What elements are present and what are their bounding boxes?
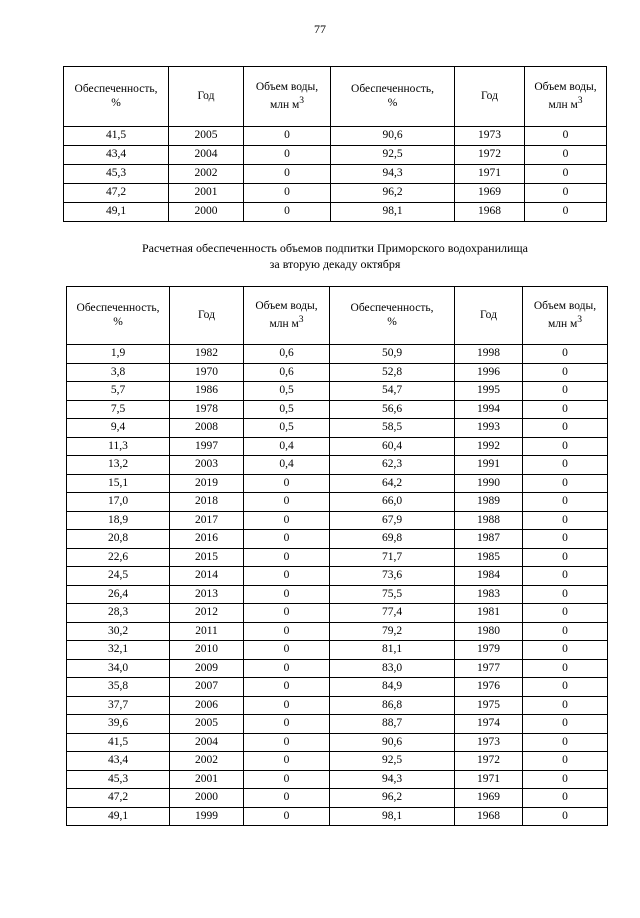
caption-line: за вторую декаду октября	[269, 257, 401, 271]
cell-volume: 0	[523, 419, 608, 438]
cell-volume: 0	[244, 622, 330, 641]
cell-volume: 0	[244, 203, 331, 222]
cell-year: 1986	[170, 382, 244, 401]
header-year: Год	[455, 67, 525, 127]
cell-volume: 0	[244, 696, 330, 715]
cell-supply: 9,4	[67, 419, 170, 438]
table-row	[67, 437, 608, 456]
cell-volume: 0	[244, 184, 331, 203]
header-year: Год	[455, 287, 523, 345]
cell-supply: 90,6	[330, 733, 455, 752]
cell-year: 2018	[170, 493, 244, 512]
cell-supply: 96,2	[331, 184, 455, 203]
cell-supply: 54,7	[330, 382, 455, 401]
cell-supply: 13,2	[67, 456, 170, 475]
cell-volume: 0	[523, 622, 608, 641]
table-row	[67, 696, 608, 715]
cell-year: 2017	[170, 511, 244, 530]
header-volume: Объем воды, млн $м^3$	[244, 287, 330, 345]
cell-volume: 0	[244, 127, 331, 146]
cell-volume: 0	[244, 530, 330, 549]
cell-year: 1979	[455, 641, 523, 660]
cell-volume: 0	[244, 567, 330, 586]
cell-year: 1983	[455, 585, 523, 604]
caption-line: Расчетная обеспеченность объемов подпитки Приморского водохранилища	[141, 241, 528, 255]
cell-supply: 64,2	[330, 474, 455, 493]
cell-volume: 0	[523, 530, 608, 549]
cell-volume: 0	[525, 165, 607, 184]
supply-table-2	[66, 286, 608, 826]
cell-supply: 43,4	[64, 146, 169, 165]
cell-volume: 0,4	[244, 437, 330, 456]
cell-volume: 0	[244, 752, 330, 771]
cell-year: 2016	[170, 530, 244, 549]
cell-volume: 0	[523, 548, 608, 567]
cell-year: 1972	[455, 752, 523, 771]
cell-year: 1971	[455, 770, 523, 789]
cell-year: 2007	[170, 678, 244, 697]
cell-supply: 60,4	[330, 437, 455, 456]
cell-volume: 0,5	[244, 419, 330, 438]
cell-supply: 7,5	[67, 400, 170, 419]
header-supply: Обеспеченность, %	[330, 287, 455, 345]
cell-volume: 0	[244, 770, 330, 789]
cell-volume: 0,6	[244, 363, 330, 382]
cell-year: 2009	[170, 659, 244, 678]
cell-year: 1981	[455, 604, 523, 623]
cell-volume: 0	[523, 456, 608, 475]
cell-volume: 0	[523, 493, 608, 512]
page-number: 77	[314, 22, 326, 36]
table-row	[67, 511, 608, 530]
cell-volume: 0	[525, 184, 607, 203]
cell-supply: 5,7	[67, 382, 170, 401]
cell-year: 2004	[170, 733, 244, 752]
cell-supply: 50,9	[330, 345, 455, 364]
table-row	[67, 530, 608, 549]
cell-supply: 73,6	[330, 567, 455, 586]
cell-supply: 24,5	[67, 567, 170, 586]
cell-volume: 0,6	[244, 345, 330, 364]
cell-volume: 0	[244, 733, 330, 752]
cell-year: 2010	[170, 641, 244, 660]
cell-supply: 47,2	[67, 789, 170, 808]
table-row	[67, 548, 608, 567]
cell-year: 1971	[455, 165, 525, 184]
cell-year: 1999	[170, 807, 244, 826]
cell-volume: 0	[244, 165, 331, 184]
table-row	[67, 474, 608, 493]
cell-year: 1990	[455, 474, 523, 493]
cell-supply: 92,5	[330, 752, 455, 771]
table-row	[67, 604, 608, 623]
cell-volume: 0	[523, 382, 608, 401]
table-row	[64, 165, 607, 184]
cell-year: 1992	[455, 437, 523, 456]
table-row	[67, 715, 608, 734]
cell-year: 1970	[170, 363, 244, 382]
cell-year: 2005	[170, 715, 244, 734]
cell-year: 1991	[455, 456, 523, 475]
table-body	[64, 127, 607, 222]
cell-supply: 71,7	[330, 548, 455, 567]
table-row	[67, 641, 608, 660]
table-row	[64, 203, 607, 222]
cell-supply: 52,8	[330, 363, 455, 382]
cell-year: 1984	[455, 567, 523, 586]
cell-year: 2003	[170, 456, 244, 475]
cell-supply: 20,8	[67, 530, 170, 549]
cell-supply: 39,6	[67, 715, 170, 734]
cell-volume: 0	[525, 203, 607, 222]
cell-year: 1975	[455, 696, 523, 715]
cell-year: 1969	[455, 184, 525, 203]
cell-volume: 0	[523, 604, 608, 623]
cell-year: 1973	[455, 733, 523, 752]
cell-supply: 26,4	[67, 585, 170, 604]
cell-supply: 41,5	[67, 733, 170, 752]
cell-volume: 0	[523, 733, 608, 752]
cell-year: 1997	[170, 437, 244, 456]
cell-year: 2001	[170, 770, 244, 789]
cell-supply: 96,2	[330, 789, 455, 808]
cell-supply: 17,0	[67, 493, 170, 512]
cell-supply: 94,3	[331, 165, 455, 184]
cell-year: 1974	[455, 715, 523, 734]
table-row	[67, 493, 608, 512]
cell-supply: 62,3	[330, 456, 455, 475]
cell-volume: 0	[244, 641, 330, 660]
cell-volume: 0	[244, 678, 330, 697]
cell-supply: 3,8	[67, 363, 170, 382]
cell-year: 1996	[455, 363, 523, 382]
table-row	[67, 789, 608, 808]
cell-year: 1998	[455, 345, 523, 364]
cell-year: 1968	[455, 203, 525, 222]
cell-year: 2013	[170, 585, 244, 604]
cell-supply: 47,2	[64, 184, 169, 203]
cell-year: 2005	[169, 127, 244, 146]
cell-supply: 15,1	[67, 474, 170, 493]
cell-volume: 0	[523, 715, 608, 734]
header-supply: Обеспеченность, %	[331, 67, 455, 127]
cell-volume: 0	[244, 715, 330, 734]
cell-supply: 18,9	[67, 511, 170, 530]
cell-supply: 32,1	[67, 641, 170, 660]
cell-supply: 92,5	[331, 146, 455, 165]
cell-volume: 0	[523, 789, 608, 808]
cell-volume: 0	[523, 641, 608, 660]
cell-volume: 0	[523, 585, 608, 604]
cell-supply: 58,5	[330, 419, 455, 438]
table-row	[67, 400, 608, 419]
cell-volume: 0	[244, 789, 330, 808]
cell-volume: 0	[525, 146, 607, 165]
table-row	[67, 419, 608, 438]
cell-volume: 0	[523, 437, 608, 456]
cell-volume: 0	[244, 807, 330, 826]
table-row	[67, 659, 608, 678]
cell-year: 1978	[170, 400, 244, 419]
cell-volume: 0	[523, 678, 608, 697]
cell-volume: 0	[525, 127, 607, 146]
cell-year: 1985	[455, 548, 523, 567]
table-row	[67, 807, 608, 826]
cell-year: 2004	[169, 146, 244, 165]
cell-year: 1982	[170, 345, 244, 364]
cell-year: 1968	[455, 807, 523, 826]
cell-supply: 28,3	[67, 604, 170, 623]
cell-supply: 41,5	[64, 127, 169, 146]
cell-year: 1988	[455, 511, 523, 530]
cell-year: 2002	[170, 752, 244, 771]
cell-volume: 0	[523, 567, 608, 586]
cell-year: 2002	[169, 165, 244, 184]
cell-supply: 11,3	[67, 437, 170, 456]
cell-supply: 35,8	[67, 678, 170, 697]
table-row	[67, 363, 608, 382]
table-row	[67, 770, 608, 789]
cell-year: 1993	[455, 419, 523, 438]
cell-volume: 0	[523, 752, 608, 771]
cell-supply: 69,8	[330, 530, 455, 549]
cell-volume: 0	[244, 548, 330, 567]
table-header	[64, 67, 607, 127]
table-row	[67, 622, 608, 641]
table-body	[67, 345, 608, 826]
cell-supply: 81,1	[330, 641, 455, 660]
table-row	[67, 752, 608, 771]
cell-volume: 0	[523, 511, 608, 530]
cell-volume: 0	[523, 807, 608, 826]
cell-year: 2019	[170, 474, 244, 493]
header-supply: Обеспеченность, %	[64, 67, 169, 127]
cell-year: 2008	[170, 419, 244, 438]
table-header	[67, 287, 608, 345]
cell-year: 2000	[169, 203, 244, 222]
cell-supply: 66,0	[330, 493, 455, 512]
table-row	[67, 456, 608, 475]
cell-year: 1969	[455, 789, 523, 808]
cell-volume: 0	[523, 474, 608, 493]
cell-supply: 79,2	[330, 622, 455, 641]
cell-supply: 94,3	[330, 770, 455, 789]
cell-supply: 45,3	[67, 770, 170, 789]
table-row	[67, 382, 608, 401]
cell-volume: 0	[523, 345, 608, 364]
cell-supply: 83,0	[330, 659, 455, 678]
table-row	[67, 567, 608, 586]
cell-supply: 86,8	[330, 696, 455, 715]
cell-year: 2006	[170, 696, 244, 715]
table-row	[67, 733, 608, 752]
cell-supply: 34,0	[67, 659, 170, 678]
cell-year: 2012	[170, 604, 244, 623]
cell-year: 1994	[455, 400, 523, 419]
cell-volume: 0	[244, 146, 331, 165]
cell-supply: 30,2	[67, 622, 170, 641]
cell-year: 2011	[170, 622, 244, 641]
cell-year: 1989	[455, 493, 523, 512]
cell-supply: 43,4	[67, 752, 170, 771]
cell-year: 2001	[169, 184, 244, 203]
cell-year: 1973	[455, 127, 525, 146]
header-year: Год	[170, 287, 244, 345]
cell-supply: 22,6	[67, 548, 170, 567]
cell-supply: 84,9	[330, 678, 455, 697]
cell-year: 2015	[170, 548, 244, 567]
cell-supply: 56,6	[330, 400, 455, 419]
cell-volume: 0	[244, 511, 330, 530]
cell-year: 1995	[455, 382, 523, 401]
table-row	[67, 678, 608, 697]
cell-volume: 0	[523, 400, 608, 419]
cell-supply: 88,7	[330, 715, 455, 734]
cell-year: 1972	[455, 146, 525, 165]
table-row	[67, 585, 608, 604]
cell-volume: 0	[244, 474, 330, 493]
cell-volume: 0	[523, 659, 608, 678]
header-volume: Объем воды, млн $м^3$	[244, 67, 331, 127]
supply-table-1	[63, 66, 607, 222]
cell-year: 1987	[455, 530, 523, 549]
cell-supply: 90,6	[331, 127, 455, 146]
cell-volume: 0	[244, 585, 330, 604]
cell-volume: 0	[523, 696, 608, 715]
cell-supply: 45,3	[64, 165, 169, 184]
header-year: Год	[169, 67, 244, 127]
table-row	[64, 127, 607, 146]
cell-supply: 49,1	[67, 807, 170, 826]
cell-year: 1977	[455, 659, 523, 678]
header-supply: Обеспеченность, %	[67, 287, 170, 345]
cell-year: 1980	[455, 622, 523, 641]
table-row	[67, 345, 608, 364]
cell-year: 2014	[170, 567, 244, 586]
cell-volume: 0	[523, 363, 608, 382]
cell-supply: 98,1	[330, 807, 455, 826]
cell-supply: 67,9	[330, 511, 455, 530]
cell-volume: 0	[523, 770, 608, 789]
cell-supply: 98,1	[331, 203, 455, 222]
header-volume: Объем воды, млн $м^3$	[525, 67, 607, 127]
cell-supply: 49,1	[64, 203, 169, 222]
cell-supply: 1,9	[67, 345, 170, 364]
cell-volume: 0	[244, 659, 330, 678]
cell-supply: 37,7	[67, 696, 170, 715]
cell-volume: 0	[244, 604, 330, 623]
cell-year: 2000	[170, 789, 244, 808]
cell-supply: 77,4	[330, 604, 455, 623]
cell-year: 1976	[455, 678, 523, 697]
table-caption	[0, 240, 640, 272]
cell-volume: 0	[244, 493, 330, 512]
table-row	[64, 184, 607, 203]
cell-volume: 0,4	[244, 456, 330, 475]
table-row	[64, 146, 607, 165]
cell-supply: 75,5	[330, 585, 455, 604]
cell-volume: 0,5	[244, 400, 330, 419]
header-volume: Объем воды, млн $м^3$	[523, 287, 608, 345]
cell-volume: 0,5	[244, 382, 330, 401]
